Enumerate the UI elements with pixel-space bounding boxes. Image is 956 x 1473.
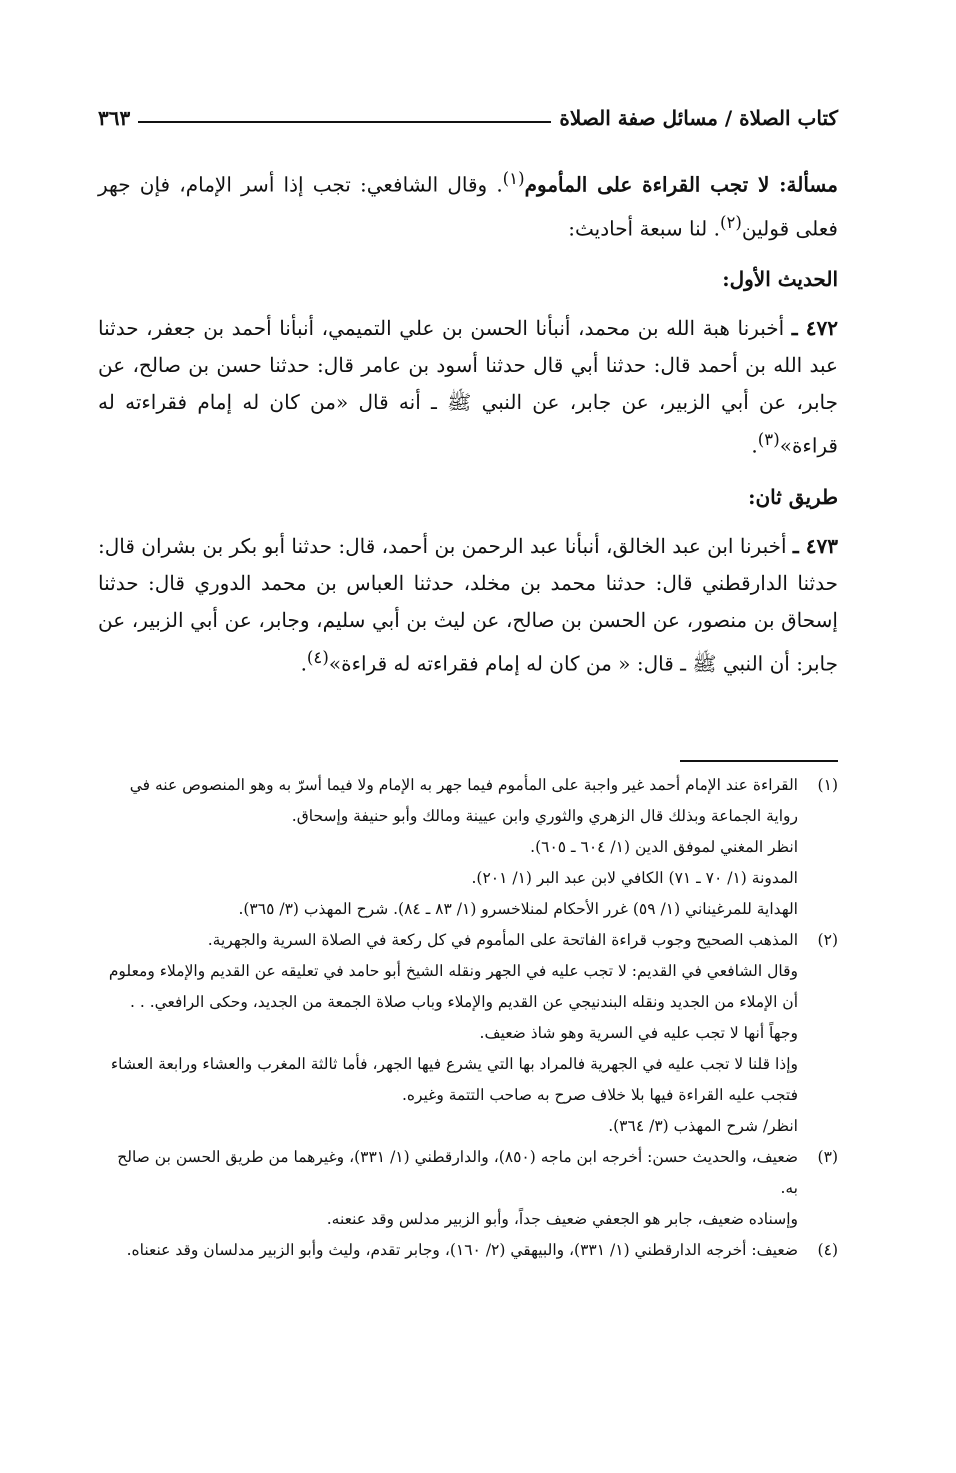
hadith-472: ٤٧٢ ـ أخبرنا هبة الله بن محمد، أنبأنا الحسن بن علي التميمي، أنبأنا أحمد بن جعفر، حدثنا عبد الله بن أحمد قال: حدثنا أبي قال حدثنا أسود بن عامر قال: حدثنا حسن بن صالح، عن جابر، عن أبي الزبير، عن جابر، عن النبي ﷺ ـ أنه قال «من كان له إمام فقراءته له قراءة»$^{(٣)}$. <box>98 316 838 458</box>
footnote-line: انظر المغني لموفق الدين (١/ ٦٠٤ ـ ٦٠٥). <box>530 838 798 856</box>
footnotes <box>98 770 838 1266</box>
footnote-number: (٣) <box>817 1148 838 1166</box>
heading-first-hadith: الحديث الأول: <box>722 267 838 292</box>
footnote-number: (٤) <box>817 1241 838 1259</box>
footnote-line: انظر/ شرح المهذب (٣/ ٣٦٤). <box>608 1117 798 1135</box>
footnote-line: وإذا قلنا لا تجب عليه في الجهرية فالمراد بها التي يشرع فيها الجهر، فأما ثالثة المغرب والعشاء ورابعة العشاء فتجب عليه القراءة فيها بلا خلاف صرح به صاحب التتمة وغيره. <box>110 1055 798 1104</box>
footnote-line: القراءة عند الإمام أحمد غير واجبة على المأموم فيما جهر به الإمام ولا فيما أسرّ به وهو المنصوص عنه في رواية الجماعة وبذلك قال الزهري والثوري وابن عيينة ومالك وأبو حنيفة وإسحاق. <box>129 776 798 825</box>
footnote-line: الهداية للمرغيناني (١/ ٥٩) غرر الأحكام لمنلاخسرو (١/ ٨٣ ـ ٨٤). شرح المهذب (٣/ ٣٦٥). <box>238 900 798 918</box>
footnote <box>98 1142 838 1235</box>
footnote <box>98 1235 838 1266</box>
header-rule <box>138 121 551 123</box>
footnote-ref-4: (٤) <box>306 647 329 667</box>
footnote-line: ضعيف: أخرجه الدارقطني (١/ ٣٣١)، والبيهقي (٢/ ١٦٠)، وجابر تقدم، وليث وأبو الزبير مدلسان وقد عنعناه. <box>126 1241 798 1259</box>
footnote-line: وقال الشافعي في القديم: لا تجب عليه في الجهر ونقله الشيخ أبو حامد في تعليقه عن القديم والإملاء ومعلوم أن الإملاء من الجديد ونقله البندنيجي عن القديم والإملاء وباب صلاة الجمعة من الجديد، وحكى الرافعي. . . وجهاً أنها لا تجب عليه في السرية وهو شاذ ضعيف. <box>108 962 798 1042</box>
issue-paragraph <box>98 160 838 247</box>
hadith-473-text: أخبرنا ابن عبد الخالق، أنبأنا عبد الرحمن بن أحمد، قال: حدثنا أبو بكر بن بشران قال: حدثنا الدارقطني قال: حدثنا محمد بن مخلد، حدثنا العباس بن محمد الدوري قال: حدثنا إسحاق بن منصور، عن الحسن بن صالح، عن ليث بن أبي سليم، وجابر، عن أبي الزبير، عن جابر: أن النبي ﷺ ـ قال: « من كان له إمام فقراءته له قراءة» <box>98 533 838 676</box>
page-number: ٣٦٣ <box>98 106 131 130</box>
footnote-number: (٢) <box>817 931 838 949</box>
running-title: كتاب الصلاة / مسائل صفة الصلاة <box>559 106 838 130</box>
footnote-line: ضعيف، والحديث حسن: أخرجه ابن ماجه (٨٥٠)، والدارقطني (١/ ٣٣١)، وغيرهما من طريق الحسن بن صالح به. <box>117 1148 798 1197</box>
main-text <box>98 160 838 697</box>
hadith-472-text: أخبرنا هبة الله بن محمد، أنبأنا الحسن بن علي التميمي، أنبأنا أحمد بن جعفر، حدثنا عبد الله بن أحمد قال: حدثنا أبي قال حدثنا أسود بن عامر قال: حدثنا حسن بن صالح، عن جابر، عن أبي الزبير، عن جابر، عن النبي ﷺ ـ أنه قال «من كان له إمام فقراءته له قراءة» <box>98 316 838 458</box>
footnote-number: (١) <box>817 776 838 794</box>
page-header <box>98 100 838 130</box>
issue-text-end: . لنا سبعة أحاديث: <box>568 216 720 241</box>
hadith-473-number: ٤٧٣ ـ <box>792 533 839 558</box>
issue-text: . وقال الشافعي: تجب إذا أسر الإمام، فإن جهر فعلى قولين <box>98 172 838 241</box>
footnote-line: المذهب الصحيح وجوب قراءة الفاتحة على المأموم في كل ركعة في الصلاة السرية والجهرية. <box>207 931 798 949</box>
hadith-473: ٤٧٣ ـ أخبرنا ابن عبد الخالق، أنبأنا عبد الرحمن بن أحمد، قال: حدثنا أبو بكر بن بشران قال: حدثنا الدارقطني قال: حدثنا محمد بن مخلد، حدثنا العباس بن محمد الدوري قال: حدثنا إسحاق بن منصور، عن الحسن بن صالح، عن ليث بن أبي سليم، وجابر، عن أبي الزبير، عن جابر: أن النبي ﷺ ـ قال: « من كان له إمام فقراءته له قراءة»$^{(٤)}$. <box>98 533 839 676</box>
issue-label: مسألة: لا تجب القراءة على المأموم <box>524 172 838 197</box>
footnote <box>98 925 838 1142</box>
footnote-ref-1: (١) <box>502 169 525 188</box>
footnote-line: المدونة (١/ ٧٠ ـ ٧١) الكافي لابن عبد البر (١/ ٢٠١). <box>471 869 798 887</box>
footnote-ref-2: (٢) <box>719 212 742 232</box>
heading-second-route: طريق ثان: <box>748 484 838 509</box>
footnote-separator <box>680 760 838 762</box>
hadith-472-number: ٤٧٢ ـ <box>791 316 838 341</box>
footnote-ref-3: (٣) <box>757 430 780 450</box>
footnote <box>98 770 838 925</box>
footnote-line: وإسناده ضعيف، جابر هو الجعفي ضعيف جداً، وأبو الزبير مدلس وقد عنعنه. <box>326 1210 798 1228</box>
